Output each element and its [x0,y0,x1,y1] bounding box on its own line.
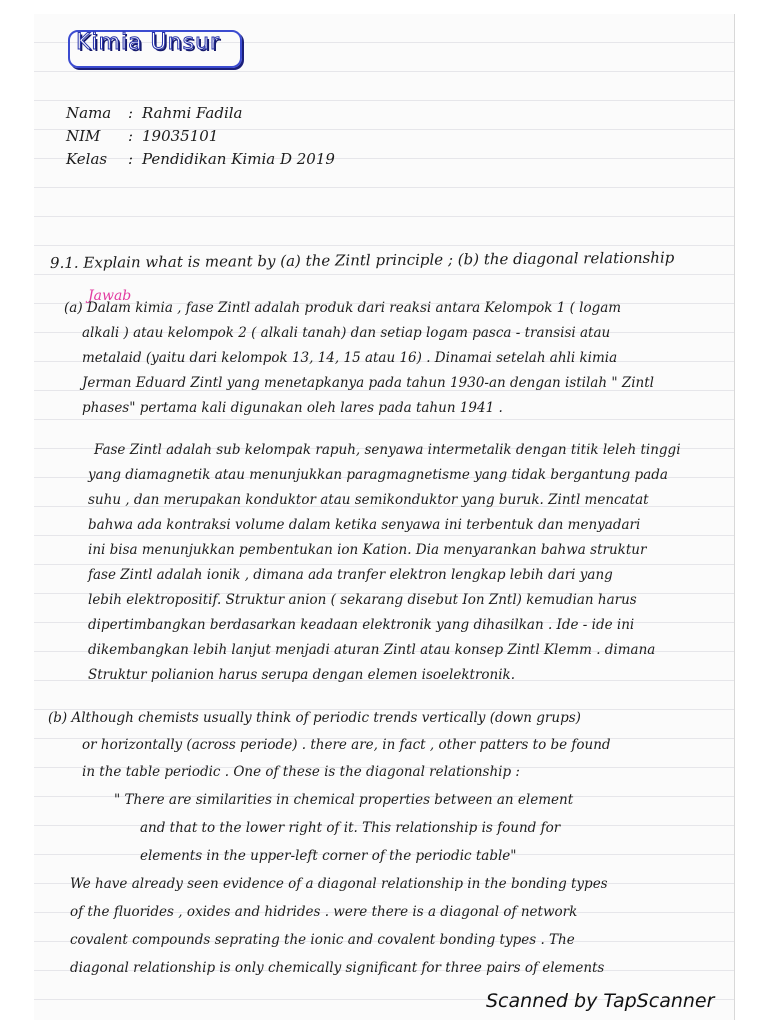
info-name-value: Rahmi Fadila [142,104,243,122]
part-a2-line: yang diamagnetik atau menunjukkan paragmagnetisme yang tidak bergantung pada [88,467,668,483]
info-class-sep: : [128,150,134,168]
info-name-label: Nama [66,104,112,122]
part-a-line: Jerman Eduard Zintl yang menetapkanya pada tahun 1930-an dengan istilah " Zintl [82,375,654,391]
part-b-line: in the table periodic . One of these is the diagonal relationship : [82,764,520,780]
part-b-line: of the fluorides , oxides and hidrides . were there is a diagonal of network [70,904,578,920]
part-a2-line: dikembangkan lebih lanjut menjadi aturan Zintl atau konsep Zintl Klemm . dimana [88,642,656,658]
part-b-line: diagonal relationship is only chemically significant for three pairs of elements [70,960,605,976]
part-a-line: metalaid (yaitu dari kelompok 13, 14, 15 atau 16) . Dinamai setelah ahli kimia [82,350,618,366]
scanner-watermark: Scanned by TapScanner [486,990,715,1012]
info-name-sep: : [128,104,134,122]
part-a2-line: dipertimbangkan berdasarkan keadaan elektronik yang dihasilkan . Ide - ide ini [88,617,635,633]
question-text: 9.1. Explain what is meant by (a) the Zintl principle ; (b) the diagonal relationship [49,248,675,272]
part-a2-line: ini bisa menunjukkan pembentukan ion Kation. Dia menyarankan bahwa struktur [88,542,647,558]
part-b-line: (b) Although chemists usually think of periodic trends vertically (down grups) [48,710,581,726]
part-a2-line: Fase Zintl adalah sub kelompak rapuh, senyawa intermetalik dengan titik leleh tinggi [94,442,681,458]
answer-label: Jawab [88,288,132,304]
info-nim-sep: : [128,127,134,145]
part-b-quote-line: " There are similarities in chemical properties between an element [114,792,574,808]
part-b-line: We have already seen evidence of a diagonal relationship in the bonding types [70,876,608,892]
part-b-line: or horizontally (across periode) . there are, in fact , other patters to be found [82,737,611,753]
page-title: Kimia Unsur [76,30,221,55]
part-a2-line: fase Zintl adalah ionik , dimana ada tranfer elektron lengkap lebih dari yang [88,567,613,583]
info-nim-label: NIM [66,127,101,145]
part-b-line: covalent compounds seprating the ionic and covalent bonding types . The [70,932,575,948]
info-class-label: Kelas [66,150,108,168]
info-class-value: Pendidikan Kimia D 2019 [142,150,335,168]
part-a2-line: lebih elektropositif. Struktur anion ( sekarang disebut Ion Zntl) kemudian harus [88,592,637,608]
part-a-line: phases" pertama kali digunakan oleh lares pada tahun 1941 . [82,400,503,416]
info-nim-value: 19035101 [142,127,219,145]
part-a-line: alkali ) atau kelompok 2 ( alkali tanah) dan setiap logam pasca - transisi atau [82,325,611,341]
part-b-quote-line: elements in the upper-left corner of the periodic table" [140,848,517,864]
part-a2-line: bahwa ada kontraksi volume dalam ketika senyawa ini terbentuk dan menyadari [88,517,641,533]
part-a2-line: Struktur polianion harus serupa dengan elemen isoelektronik. [88,667,516,683]
part-b-quote-line: and that to the lower right of it. This relationship is found for [140,820,561,836]
part-a2-line: suhu , dan merupakan konduktor atau semikonduktor yang buruk. Zintl mencatat [88,492,649,508]
part-a-line: (a) Dalam kimia , fase Zintl adalah produk dari reaksi antara Kelompok 1 ( logam [64,300,622,316]
